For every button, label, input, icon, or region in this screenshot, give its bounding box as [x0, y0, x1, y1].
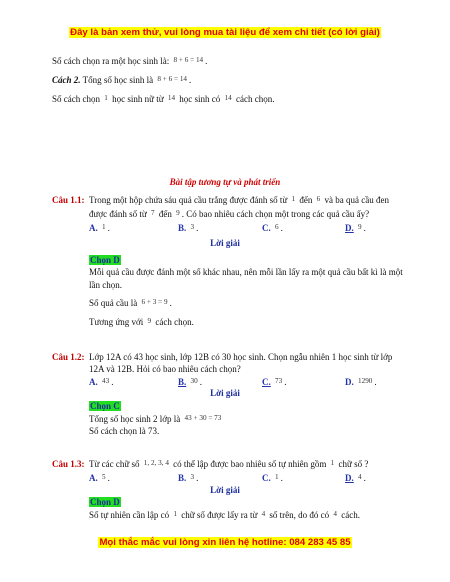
- option-b[interactable]: B. $^3$ .: [178, 223, 199, 233]
- intro-line-3: Số cách chọn $^1$ học sinh nữ từ $^{14}$ học sinh có $^{14}$ cách chọn.: [52, 94, 275, 104]
- preview-banner: Đây là bản xem thử, vui lòng mua tài liệu để xem chi tiết (có lời giải): [70, 27, 380, 38]
- option-b[interactable]: B. $^3$ .: [178, 473, 199, 483]
- solution-text: Mỗi quả cầu được đánh một số khác nhau, nên mỗi lần lấy ra một quả cầu bất kì là một: [89, 267, 403, 277]
- solution-heading: Lời giải: [210, 388, 240, 398]
- intro-line-2: Cách 2. Tổng số học sinh là $^{8 + 6 = 14}$ .: [52, 75, 192, 85]
- option-d-correct[interactable]: D. $^9$ .: [345, 223, 366, 233]
- question-1-1: Câu 1.1: Trong một hộp chứa sáu quả cầu trắng được đánh số từ $^1$ đến $^6$ và ba quả cầu đen: [52, 195, 389, 205]
- option-a[interactable]: A. $^{43}$ .: [89, 377, 114, 387]
- option-d-correct[interactable]: D. $^4$ .: [345, 473, 366, 483]
- answer-badge: Chọn C: [90, 401, 120, 411]
- hotline-footer: Mọi thắc mắc vui lòng xin liên hệ hotline: 084 283 45 85: [99, 537, 351, 548]
- answer-badge: Chọn D: [90, 497, 120, 507]
- option-c[interactable]: C. $^6$ .: [262, 223, 283, 233]
- intro-line-1: Số cách chọn ra một học sinh là: $^{8 + 6 = 14}$ .: [52, 56, 208, 66]
- question-1-2: Câu 1.2: Lớp 12A có 43 học sinh, lớp 12B có 30 học sinh. Chọn ngẫu nhiên 1 học sinh từ lớp: [52, 352, 393, 362]
- option-c-correct[interactable]: C. $^{73}$ .: [262, 377, 287, 387]
- option-a[interactable]: A. $^1$ .: [89, 223, 110, 233]
- solution-heading: Lời giải: [210, 485, 240, 495]
- question-1-2-line-2: 12A và 12B. Hỏi có bao nhiêu cách chọn?: [89, 364, 241, 374]
- solution-text: Số cách chọn là 73.: [89, 426, 160, 436]
- solution-text: lần chọn.: [89, 280, 122, 290]
- option-c[interactable]: C. $^1$ .: [262, 473, 283, 483]
- question-1-1-line-2: được đánh số từ $^7$ đến $^9$ . Có bao nhiêu cách chọn một trong các quả cầu ấy?: [89, 209, 370, 219]
- solution-text: Tương ứng với $^9$ cách chọn.: [89, 317, 194, 327]
- section-title: Bài tập tương tự và phát triển: [169, 177, 281, 187]
- question-1-3: Câu 1.3: Từ các chữ số $^{1, 2, 3, 4}$ có thể lập được bao nhiêu số tự nhiên gồm $^1$ chữ số ?: [52, 459, 369, 469]
- option-d[interactable]: D. $^{1290}$ .: [345, 377, 377, 387]
- solution-text: Số quả cầu là $^{6 + 3 = 9}$ .: [89, 298, 172, 308]
- option-a[interactable]: A. $^5$ .: [89, 473, 110, 483]
- solution-heading: Lời giải: [210, 238, 240, 248]
- answer-badge: Chọn D: [90, 255, 120, 265]
- solution-text: Số tự nhiên cần lập có $^1$ chữ số được lấy ra từ $^4$ số trên, do đó có $^4$ cách.: [89, 510, 360, 520]
- option-b[interactable]: B. $^{30}$ .: [178, 377, 202, 387]
- solution-text: Tổng số học sinh 2 lớp là $^{43 + 30 = 73}$: [89, 414, 222, 424]
